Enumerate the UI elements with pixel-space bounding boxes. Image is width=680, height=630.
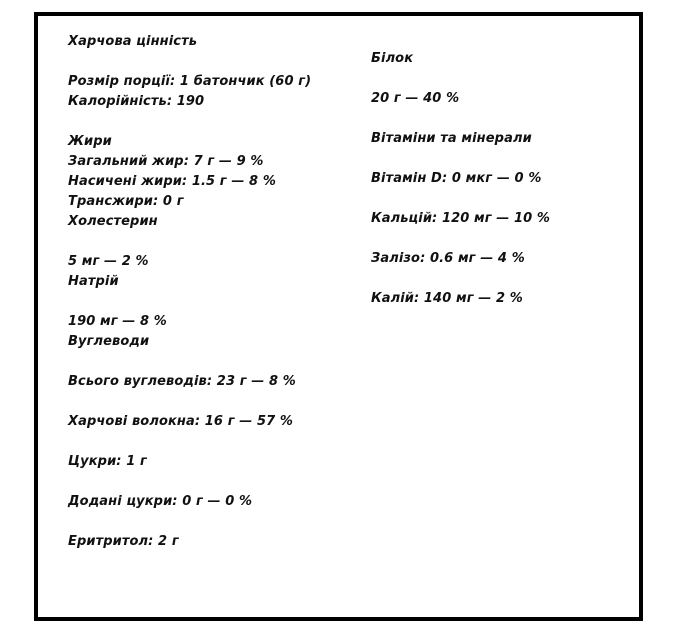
sugars: Цукри: 1 г [68, 454, 147, 469]
total-fat: Загальний жир: 7 г — 9 % [68, 154, 264, 169]
sodium-heading: Натрій [68, 274, 119, 289]
trans-fat: Трансжири: 0 г [68, 194, 184, 209]
sodium-value: 190 мг — 8 % [68, 314, 167, 329]
serving-size: Розмір порції: 1 батончик (60 г) [68, 74, 312, 89]
protein-value: 20 г — 40 % [371, 91, 460, 106]
dietary-fiber: Харчові волокна: 16 г — 57 % [68, 414, 293, 429]
erythritol: Еритритол: 2 г [68, 534, 179, 549]
cholesterol-heading: Холестерин [68, 214, 158, 229]
calcium: Кальцій: 120 мг — 10 % [371, 211, 551, 226]
fats-heading: Жири [68, 134, 112, 149]
nutrition-label-card [34, 12, 643, 621]
total-carbs: Всього вуглеводів: 23 г — 8 % [68, 374, 296, 389]
label-title: Харчова цінність [68, 34, 198, 49]
protein-heading: Білок [371, 51, 414, 66]
added-sugars: Додані цукри: 0 г — 0 % [68, 494, 253, 509]
saturated-fat: Насичені жири: 1.5 г — 8 % [68, 174, 276, 189]
vitamin-d: Вітамін D: 0 мкг — 0 % [371, 171, 542, 186]
cholesterol-value: 5 мг — 2 % [68, 254, 149, 269]
carbs-heading: Вуглеводи [68, 334, 150, 349]
vitamins-heading: Вітаміни та мінерали [371, 131, 532, 146]
potassium: Калій: 140 мг — 2 % [371, 291, 523, 306]
calories: Калорійність: 190 [68, 94, 205, 109]
iron: Залізо: 0.6 мг — 4 % [371, 251, 525, 266]
